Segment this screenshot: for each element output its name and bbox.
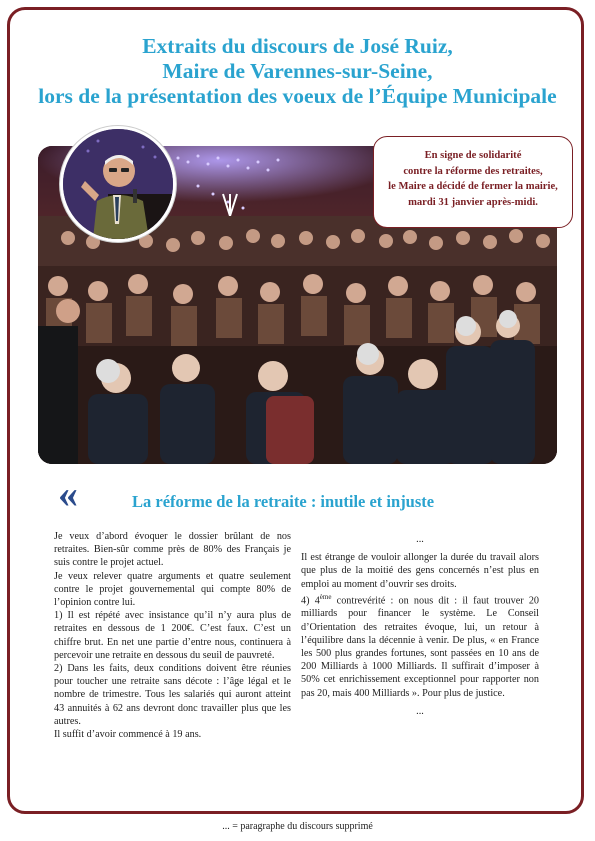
- notice-line-4: mardi 31 janvier après-midi.: [408, 196, 538, 208]
- page-title: [20, 34, 575, 109]
- ellipsis-bottom: ...: [416, 705, 424, 717]
- right-column: [301, 533, 539, 718]
- title-line-1: Extraits du discours de José Ruiz,: [142, 34, 453, 58]
- footnote: ... = paragraphe du discours supprimé: [222, 821, 373, 832]
- left-paragraph-2: Je veux relever quatre arguments et quatre seulement contre le projet gouvernemental qui compte 80% de l’opinion contre lui.: [54, 570, 291, 609]
- mayor-portrait: [60, 126, 176, 242]
- left-paragraph-3: 1) Il est répété avec insistance qu’il n’y aura plus de retraites en dessous de 1 200€. C’est faux. C’est un chiffre brut. En net une partie d’entre nous, continuera à percevoir une retraite en dessous du seuil de pauvreté.: [54, 610, 291, 661]
- notice-line-3: le Maire a décidé de fermer la mairie,: [388, 181, 558, 192]
- left-paragraph-4: 2) Dans les faits, deux conditions doivent être réunies pour toucher une retraite sans décote : l’âge légal et le nombre de trimestre. Tous les salariés qui auront atteint 43 annuités à 62 ans devront donc travailler plus que les autres.: [54, 663, 291, 727]
- section-title: La réforme de la retraite : inutile et injuste: [132, 492, 435, 511]
- notice-line-2: contre la réforme des retraites,: [403, 165, 543, 177]
- point-4-ordinal: 4: [314, 595, 320, 607]
- quote-mark-icon: «: [58, 471, 74, 516]
- mayor-portrait-illustration: [63, 129, 173, 239]
- right-paragraph-1: Il est étrange de vouloir allonger la durée du travail alors que plus de la moitié des gens concernés n’est plus en emploi au moment d’ouvrir ses droits.: [301, 552, 539, 590]
- ellipsis-top: ...: [416, 534, 424, 545]
- right-paragraph-2: [301, 591, 539, 700]
- point-4-text: contrevérité : on nous dit : il faut trouver 20 milliards pour financer le système. Le Conseil d’Orientation des retraites évoque, lui, un retour à l’équilibre dans la décennie à venir. De plus, « en France les 500 plus grandes fortunes, sont passées en 10 ans de 200 Milliards à 1000 Milliards. Il suffirait d’imposer à 50% cet enrichissement exceptionnel pour rapporter non pas 20, mais 400 Milliards ». Pour plus de justice.: [301, 595, 540, 699]
- point-4-superscript: ème: [319, 592, 332, 601]
- closure-notice: [373, 136, 573, 228]
- point-4-number: 4): [301, 595, 310, 607]
- left-column: [54, 530, 291, 741]
- notice-line-1: En signe de solidarité: [424, 150, 522, 161]
- left-paragraph-5: Il suffit d’avoir commencé à 19 ans.: [54, 729, 202, 741]
- title-line-3: lors de la présentation des voeux de l’Équipe Municipale: [38, 84, 557, 108]
- title-line-2: Maire de Varennes-sur-Seine,: [162, 59, 433, 83]
- left-paragraph-1: Je veux d’abord évoquer le dossier brûlant de nos retraites. Bien-sûr comme près de 80% des Français je suis contre le projet actuel.: [54, 531, 291, 569]
